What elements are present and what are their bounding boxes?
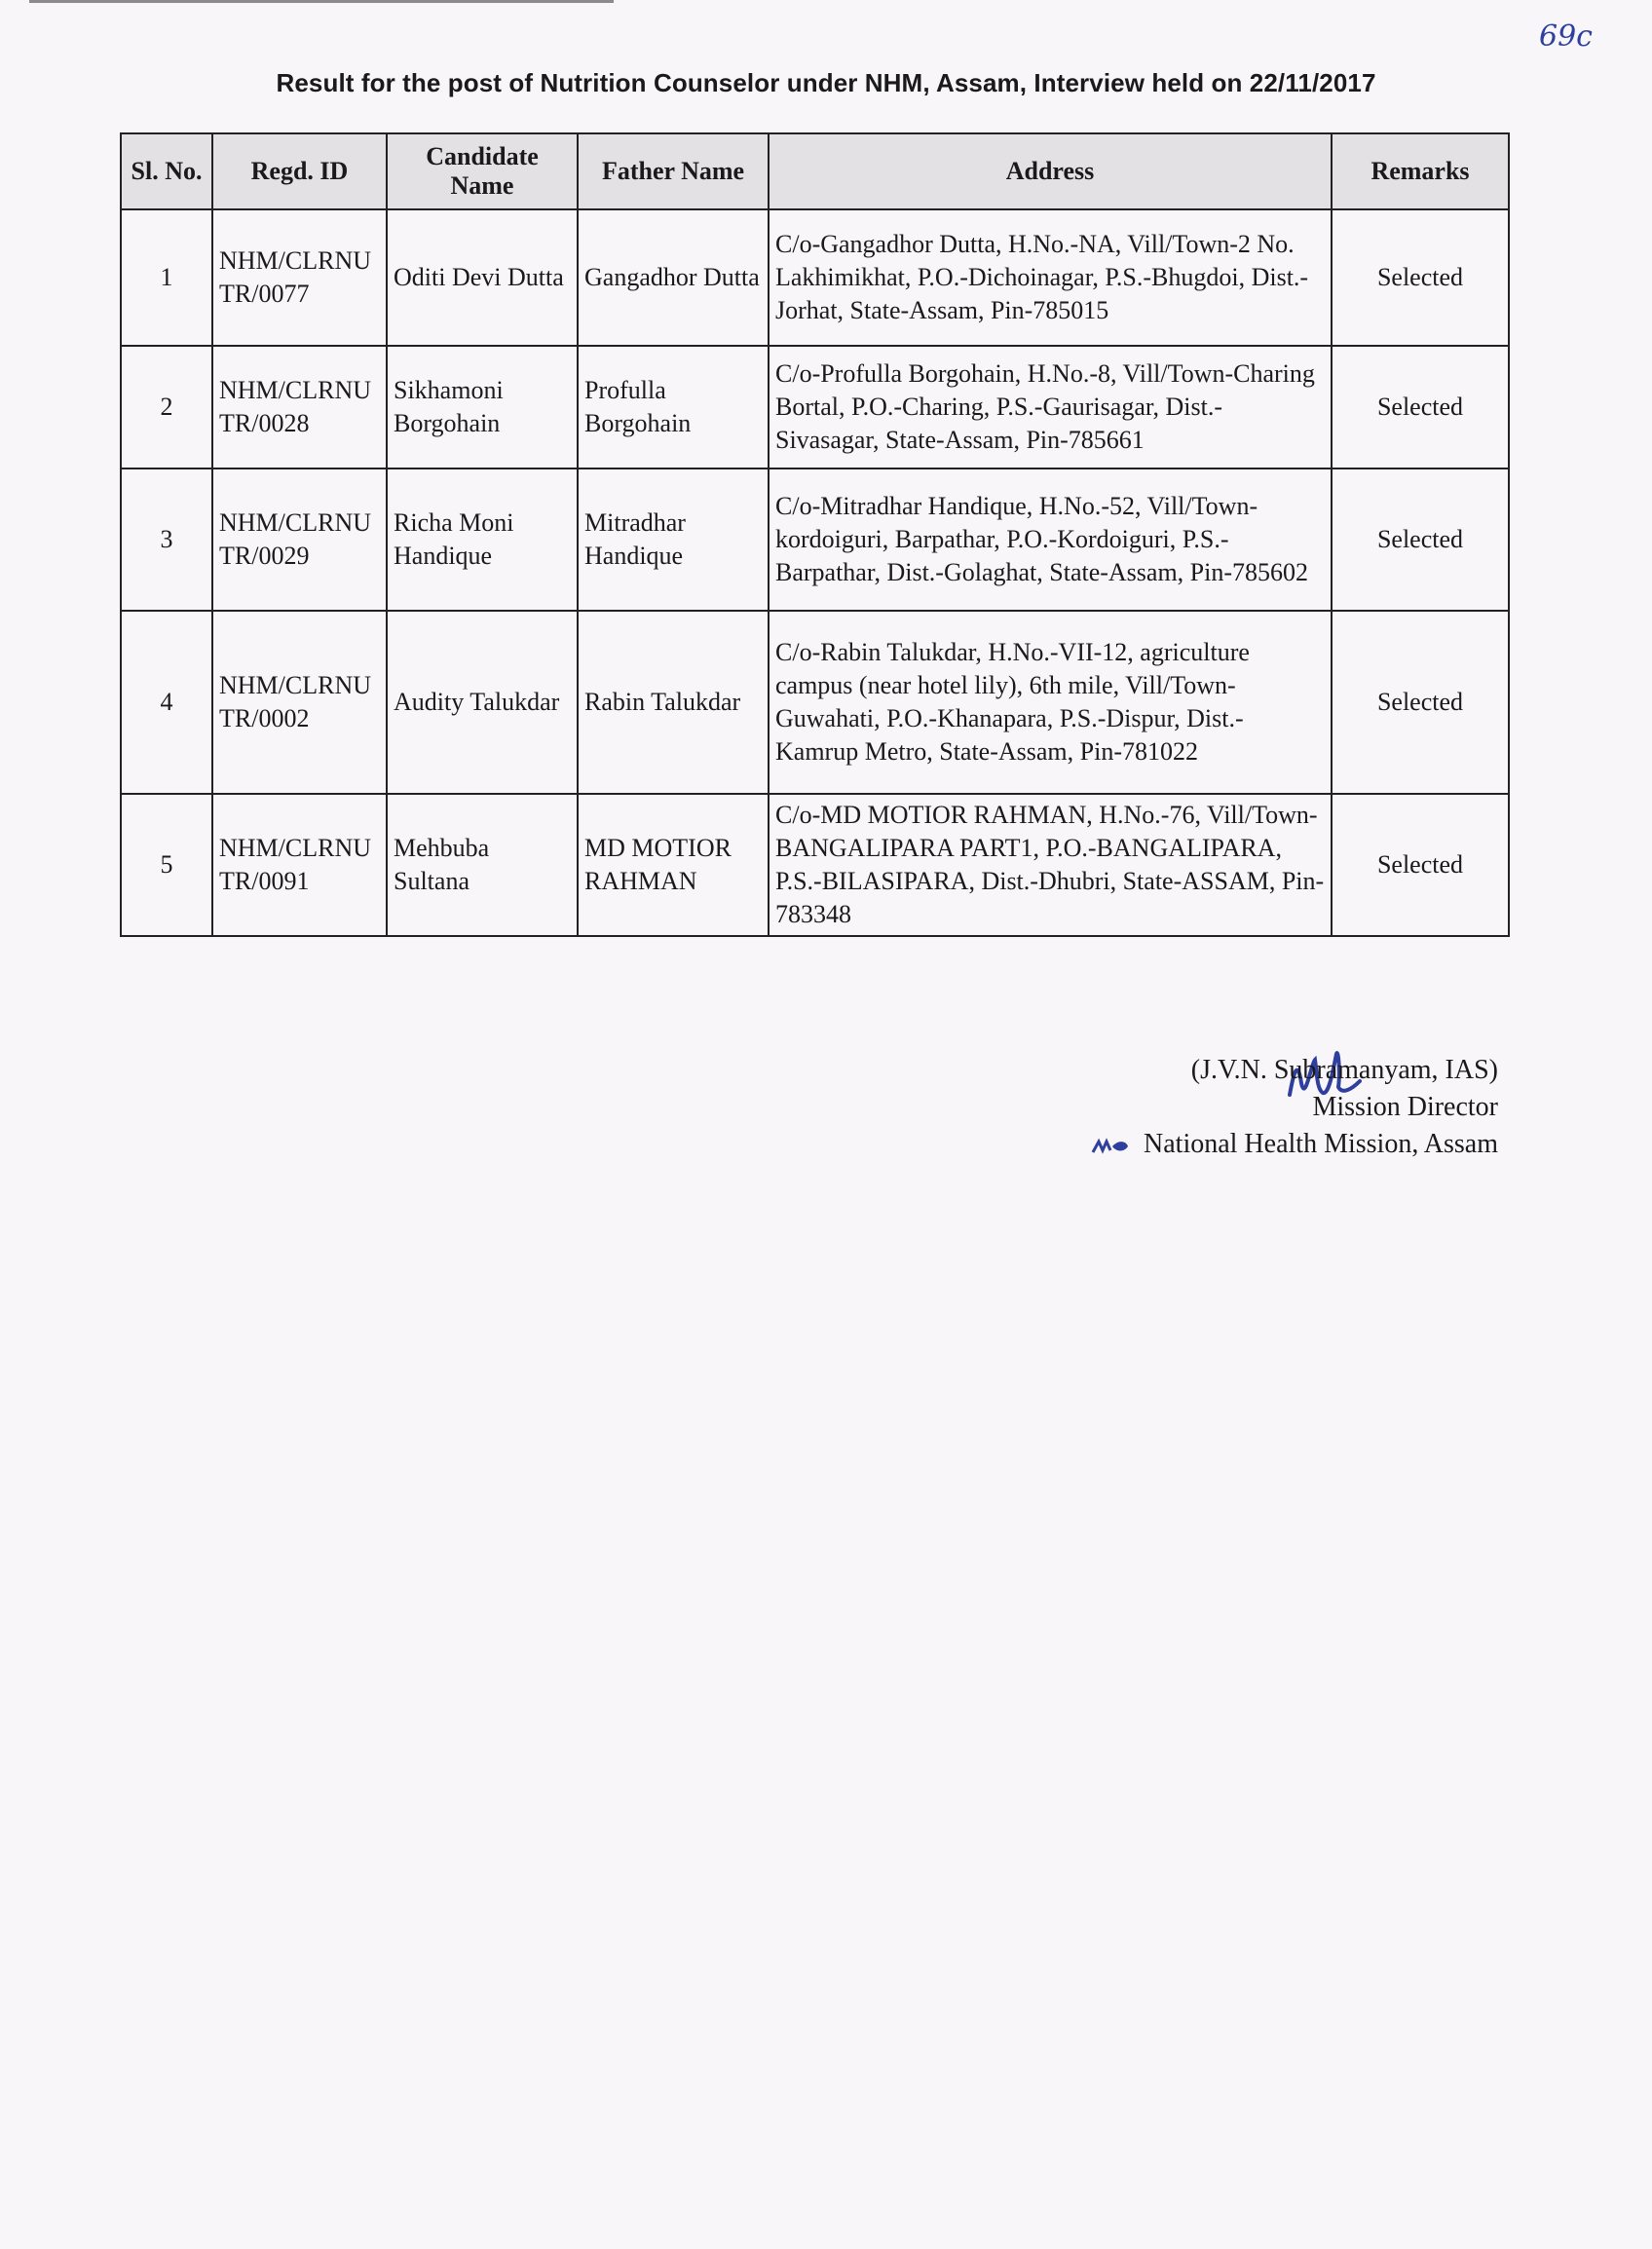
cell-remarks: Selected xyxy=(1332,209,1509,346)
cell-regd-id: NHM/CLRNUTR/0028 xyxy=(212,346,387,469)
header-address: Address xyxy=(769,133,1332,209)
handwritten-page-number: 69c xyxy=(1539,19,1593,54)
cell-father-name: Profulla Borgohain xyxy=(578,346,769,469)
cell-father-name: Gangadhor Dutta xyxy=(578,209,769,346)
cell-remarks: Selected xyxy=(1332,469,1509,611)
cell-sl-no: 1 xyxy=(121,209,212,346)
cell-candidate-name: Mehbuba Sultana xyxy=(387,794,578,936)
results-table xyxy=(120,132,1510,937)
signatory-organization-line xyxy=(1091,1126,1498,1163)
header-sl-no: Sl. No. xyxy=(121,133,212,209)
scan-top-edge xyxy=(29,0,614,3)
header-father-name: Father Name xyxy=(578,133,769,209)
table-row xyxy=(121,209,1509,346)
cell-address: C/o-Mitradhar Handique, H.No.-52, Vill/Town-kordoiguri, Barpathar, P.O.-Kordoiguri, P.S.-Barpathar, Dist.-Golaghat, State-Assam, Pin-785602 xyxy=(769,469,1332,611)
cell-regd-id: NHM/CLRNUTR/0077 xyxy=(212,209,387,346)
cell-regd-id: NHM/CLRNUTR/0002 xyxy=(212,611,387,794)
signatory-organization: National Health Mission, Assam xyxy=(1144,1129,1498,1159)
table-row xyxy=(121,469,1509,611)
signatory-designation: Mission Director xyxy=(1312,1092,1498,1122)
cell-address: C/o-MD MOTIOR RAHMAN, H.No.-76, Vill/Town-BANGALIPARA PART1, P.O.-BANGALIPARA, P.S.-BILASIPARA, Dist.-Dhubri, State-ASSAM, Pin-783348 xyxy=(769,794,1332,936)
table-row xyxy=(121,346,1509,469)
cell-regd-id: NHM/CLRNUTR/0091 xyxy=(212,794,387,936)
cell-remarks: Selected xyxy=(1332,611,1509,794)
cell-sl-no: 3 xyxy=(121,469,212,611)
cell-address: C/o-Profulla Borgohain, H.No.-8, Vill/Town-Charing Bortal, P.O.-Charing, P.S.-Gaurisagar, Dist.-Sivasagar, State-Assam, Pin-785661 xyxy=(769,346,1332,469)
cell-father-name: Rabin Talukdar xyxy=(578,611,769,794)
document-title: Result for the post of Nutrition Counselor under NHM, Assam, Interview held on 22/11/2017 xyxy=(276,68,1376,97)
cell-sl-no: 2 xyxy=(121,346,212,469)
header-candidate-name: Candidate Name xyxy=(387,133,578,209)
signatory-name: (J.V.N. Subramanyam, IAS) xyxy=(1190,1055,1498,1085)
header-regd-id: Regd. ID xyxy=(212,133,387,209)
cell-address: C/o-Rabin Talukdar, H.No.-VII-12, agriculture campus (near hotel lily), 6th mile, Vill/Town-Guwahati, P.O.-Khanapara, P.S.-Dispur, Dist.-Kamrup Metro, State-Assam, Pin-781022 xyxy=(769,611,1332,794)
cell-father-name: MD MOTIOR RAHMAN xyxy=(578,794,769,936)
cell-candidate-name: Richa Moni Handique xyxy=(387,469,578,611)
cell-father-name: Mitradhar Handique xyxy=(578,469,769,611)
table-header-row xyxy=(121,133,1509,209)
cell-candidate-name: Oditi Devi Dutta xyxy=(387,209,578,346)
cell-sl-no: 4 xyxy=(121,611,212,794)
table-row xyxy=(121,794,1509,936)
table-row xyxy=(121,611,1509,794)
cell-regd-id: NHM/CLRNUTR/0029 xyxy=(212,469,387,611)
cell-candidate-name: Sikhamoni Borgohain xyxy=(387,346,578,469)
cell-candidate-name: Audity Talukdar xyxy=(387,611,578,794)
cell-sl-no: 5 xyxy=(121,794,212,936)
header-remarks: Remarks xyxy=(1332,133,1509,209)
cell-remarks: Selected xyxy=(1332,794,1509,936)
cell-address: C/o-Gangadhor Dutta, H.No.-NA, Vill/Town-2 No. Lakhimikhat, P.O.-Dichoinagar, P.S.-Bhugdoi, Dist.-Jorhat, State-Assam, Pin-785015 xyxy=(769,209,1332,346)
cell-remarks: Selected xyxy=(1332,346,1509,469)
nhm-logo-icon xyxy=(1091,1137,1130,1156)
signature-block xyxy=(1091,1052,1498,1163)
